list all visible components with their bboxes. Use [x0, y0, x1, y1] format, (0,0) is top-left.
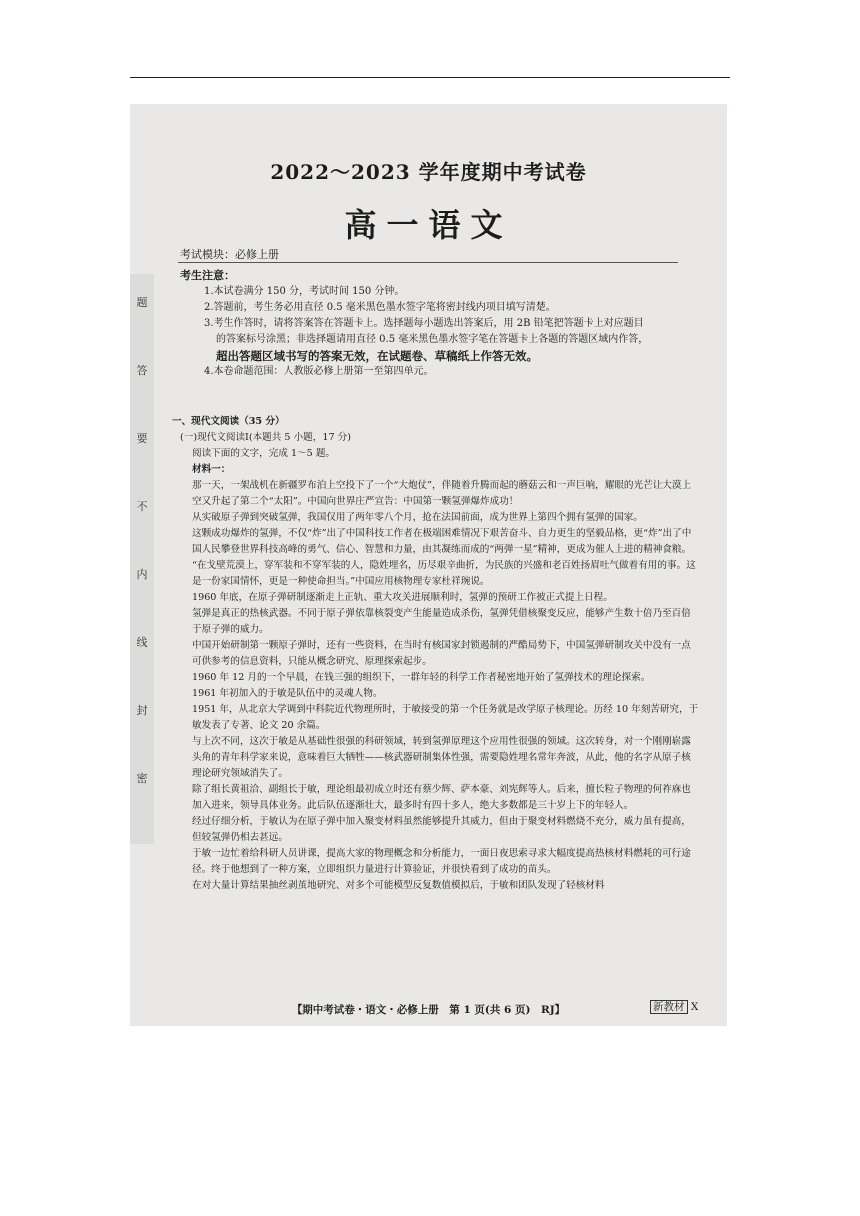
paragraph: 1960 年底，在原子弹研制逐渐走上正轨、重大攻关进展顺利时，氢弹的预研工作被正式提上日程。 [192, 592, 613, 603]
paragraph: 中国开始研制第一颗原子弹时，还有一些资料，在当时有核国家封锁遏制的严酷局势下，中国氢弹研制攻关中没有一点可供参考的信息资料，只能从概念研究、原理探索起步。 [192, 640, 691, 667]
note-item: 3.考生作答时，请将答案答在答题卡上。选择题每小题选出答案后，用 2B 铅笔把答题卡上对应题目 [204, 318, 644, 329]
paragraph: 除了组长黄祖洽、副组长于敏，理论组最初成立时还有蔡少辉、萨本豪、刘宪辉等人。后来，擅长粒子物理的何祚庥也加入进来，领导具体业务。此后队伍逐渐壮大，最多时有四十多人，绝大多数都是三十岁上下的年轻人。 [192, 784, 691, 811]
paragraph: “在戈壁荒漠上，穿军装和不穿军装的人，隐姓埋名，历尽艰辛曲折，为民族的兴盛和老百姓扬眉吐气做着有用的事。这是一份家国情怀，更是一种使命担当。”中国应用核物理专家杜祥琬说。 [192, 560, 696, 587]
section-heading: 一、现代文阅读（35 分） [172, 416, 285, 427]
note-item: 4.本卷命题范围：人教版必修上册第一至第四单元。 [204, 366, 434, 377]
top-rule [130, 77, 730, 78]
seal-line-strip [130, 274, 154, 844]
paragraph: 于敏一边忙着给科研人员讲课，提高大家的物理概念和分析能力，一面日夜思索寻求大幅度提高热核材料燃耗的可行途径。终于他想到了一种方案，立即组织力量进行计算验证，并很快看到了成功的苗头。 [192, 848, 691, 875]
divider [178, 262, 678, 263]
notes-heading: 考生注意： [180, 269, 235, 282]
paragraph: 从实破原子弹到突破氢弹，我国仅用了两年零八个月，抢在法国前面，成为世界上第四个拥有氢弹的国家。 [192, 512, 643, 523]
paragraph: 1961 年初加入的于敏是队伍中的灵魂人物。 [192, 688, 383, 699]
reading-section [172, 414, 700, 894]
paragraph: 1951 年，从北京大学调到中科院近代物理所时，于敏接受的第一个任务就是改学原子核理论。历经 10 年刻苦研究，于敏发表了专著、论文 20 余篇。 [192, 704, 699, 731]
paragraph: 与上次不同，这次于敏是从基础性很强的科研领域，转到氢弹原理这个应用性很强的领域。这次转身，对一个刚刚崭露头角的青年科学家来说，意味着巨大牺牲——核武器研制集体性强，需要隐姓埋名常年奔波，从此，他的名字从原子核理论研究领域消失了。 [192, 736, 691, 779]
page-footer: 【期中考试卷・语文・必修上册 第 1 页(共 6 页) RJ】 [291, 1004, 566, 1016]
material-label: 材料一： [192, 464, 231, 475]
paragraph: 那一天，一架战机在新疆罗布泊上空投下了一个“大炮仗”，伴随着升腾而起的蘑菇云和一声巨响，耀眼的光芒让大漠上空又升起了第二个“太阳”。中国向世界庄严宣告：中国第一颗氢弹爆炸成功！ [192, 480, 692, 507]
footer-badge [650, 999, 698, 1014]
instruction: 阅读下面的文字，完成 1～5 题。 [192, 448, 336, 459]
note-item: 的答案标号涂黑；非选择题请用直径 0.5 毫米黑色墨水签字笔在答题卡上各题的答题区域内作答， [216, 334, 649, 345]
seal-char: 要 [136, 432, 148, 445]
exam-paper-photo [130, 104, 727, 1026]
paragraph: 经过仔细分析，于敏认为在原子弹中加入聚变材料虽然能够提升其威力，但由于聚变材料燃烧不充分，威力虽有提高，但较氢弹仍相去甚远。 [192, 816, 691, 843]
exam-title: 2022～2023 学年度期中考试卷 [270, 160, 587, 184]
note-emphasis: 超出答题区域书写的答案无效，在试题卷、草稿纸上作答无效。 [216, 349, 538, 363]
note-item: 2.答题前，考生务必用直径 0.5 毫米黑色墨水签字笔将密封线内项目填写清楚。 [204, 302, 556, 313]
seal-char: 答 [136, 364, 148, 377]
seal-char: 线 [136, 636, 148, 649]
note-item: 1.本试卷满分 150 分，考试时间 150 分钟。 [204, 286, 405, 297]
candidate-notes [180, 268, 700, 380]
seal-char: 不 [136, 500, 148, 513]
subject-title: 高一语文 [344, 206, 513, 244]
seal-char: 题 [136, 296, 148, 309]
paragraph: 1960 年 12 月的一个早晨，在钱三强的组织下，一群年轻的科学工作者秘密地开始了氢弹技术的理论探索。 [192, 672, 651, 683]
seal-char: 封 [136, 704, 148, 717]
exam-module: 考试模块：必修上册 [180, 248, 279, 261]
seal-char: 密 [136, 772, 148, 785]
paragraph: 在对大量计算结果抽丝剥茧地研究、对多个可能模型反复数值模拟后，于敏和团队发现了轻核材料 [192, 880, 605, 891]
new-textbook-badge: 新教材 [650, 1000, 688, 1014]
sub-heading: (一)现代文阅读Ⅰ(本题共 5 小题，17 分) [180, 432, 351, 443]
paragraph: 氢弹是真正的热核武器。不同于原子弹依靠核裂变产生能量造成杀伤，氢弹凭借核聚变反应，能够产生数十倍乃至百倍于原子弹的威力。 [192, 608, 691, 635]
footer-suffix: X [690, 1001, 699, 1013]
paragraph: 这颗成功爆炸的氢弹，不仅“炸”出了中国科技工作者在极端困难情况下艰苦奋斗、自力更生的坚毅品格，更“炸”出了中国人民攀登世界科技高峰的勇气、信心、智慧和力量，由其凝练而成的“两弹一星”精神，更成为催人上进的精神食粮。 [192, 528, 692, 555]
seal-char: 内 [136, 568, 148, 581]
